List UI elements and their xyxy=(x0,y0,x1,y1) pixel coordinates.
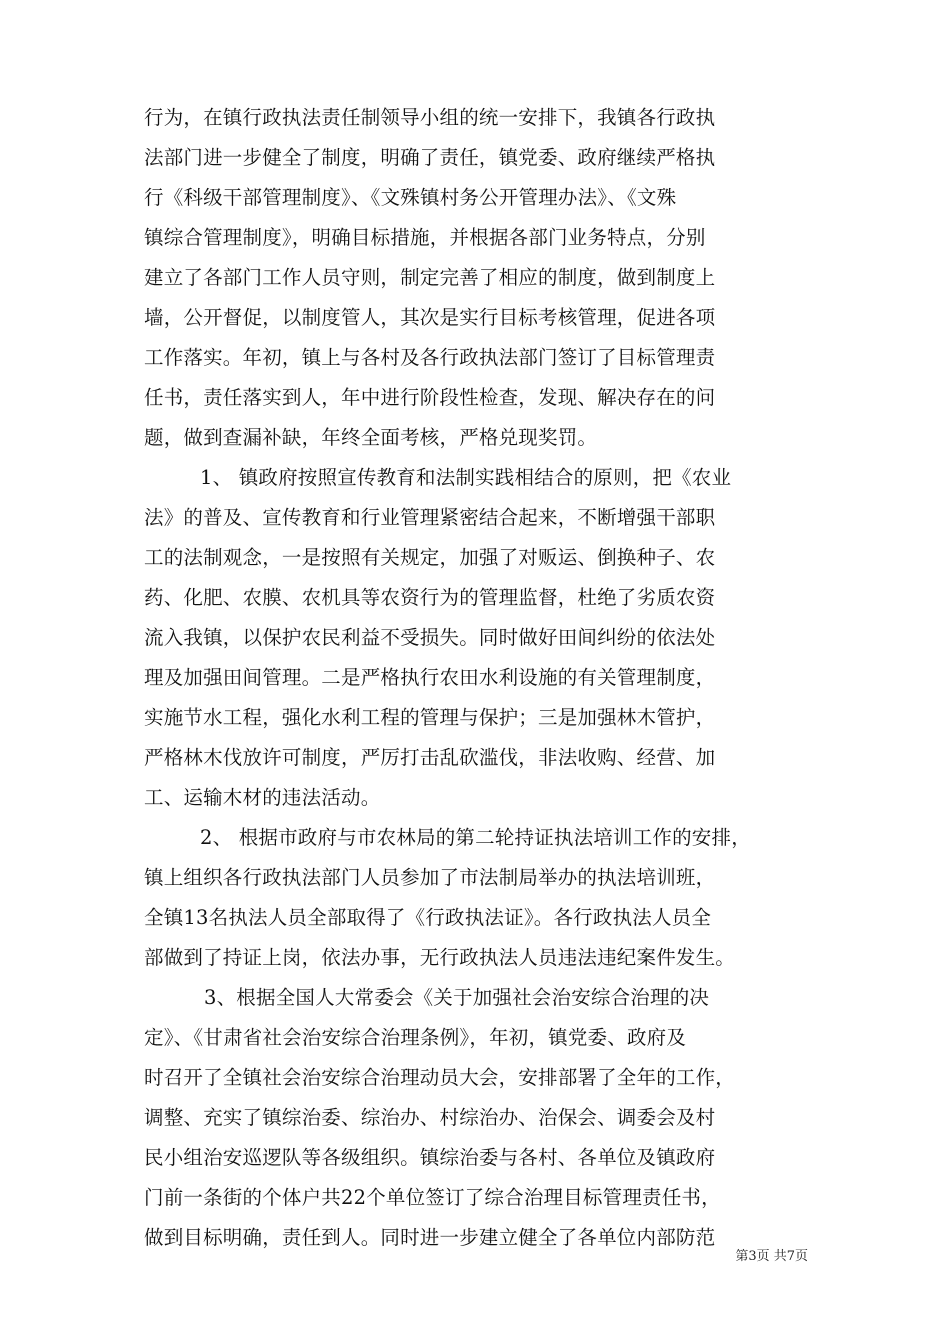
text-line: 法》的普及、宣传教育和行业管理紧密结合起来，不断增强干部职 xyxy=(144,506,716,529)
text-line: 建立了各部门工作人员守则，制定完善了相应的制度，做到制度上 xyxy=(144,266,716,289)
text-line: 工的法制观念，一是按照有关规定，加强了对贩运、倒换种子、农 xyxy=(144,546,716,569)
text-line: 2、 根据市政府与市农林局的第二轮持证执法培训工作的安排， xyxy=(200,826,751,849)
text-line: 门前一条街的个体户共22个单位签订了综合治理目标管理责任书， xyxy=(144,1186,721,1209)
text-line: 部做到了持证上岗，依法办事，无行政执法人员违法违纪案件发生。 xyxy=(144,946,736,969)
text-line: 定》、《甘肃省社会治安综合治理条例》，年初，镇党委、政府及 xyxy=(144,1026,687,1049)
text-line: 全镇13名执法人员全部取得了《行政执法证》。各行政执法人员全 xyxy=(144,906,712,929)
text-line: 任书，责任落实到人，年中进行阶段性检查，发现、解决存在的问 xyxy=(144,386,716,409)
text-line: 3、根据全国人大常委会《关于加强社会治安综合治理的决 xyxy=(204,986,710,1009)
text-line: 药、化肥、农膜、农机具等农资行为的管理监督，杜绝了劣质农资 xyxy=(144,586,716,609)
text-line: 理及加强田间管理。二是严格执行农田水利设施的有关管理制度， xyxy=(144,666,716,689)
text-line: 实施节水工程，强化水利工程的管理与保护；三是加强林木管护， xyxy=(144,706,716,729)
text-line: 工、运输木材的违法活动。 xyxy=(144,786,381,809)
text-line: 墙，公开督促，以制度管人，其次是实行目标考核管理，促进各项 xyxy=(144,306,716,329)
page-number: 第3页 共7页 xyxy=(735,1249,808,1264)
text-line: 调整、充实了镇综治委、综治办、村综治办、治保会、调委会及村 xyxy=(144,1106,716,1129)
text-line: 时召开了全镇社会治安综合治理动员大会，安排部署了全年的工作， xyxy=(144,1066,736,1089)
text-line: 工作落实。年初，镇上与各村及各行政执法部门签订了目标管理责 xyxy=(144,346,716,369)
text-line: 镇综合管理制度》，明确目标措施，并根据各部门业务特点，分别 xyxy=(144,226,706,249)
text-line: 题，做到查漏补缺，年终全面考核，严格兑现奖罚。 xyxy=(144,426,598,449)
paragraph-1 xyxy=(144,98,809,458)
document-body xyxy=(144,98,809,1258)
paragraph-3 xyxy=(144,818,809,978)
text-line: 法部门进一步健全了制度，明确了责任，镇党委、政府继续严格执 xyxy=(144,146,716,169)
text-line: 民小组治安巡逻队等各级组织。镇综治委与各村、各单位及镇政府 xyxy=(144,1146,716,1169)
text-line: 流入我镇，以保护农民利益不受损失。同时做好田间纠纷的依法处 xyxy=(144,626,716,649)
text-line: 行为，在镇行政执法责任制领导小组的统一安排下，我镇各行政执 xyxy=(144,106,716,129)
text-line: 1、 镇政府按照宣传教育和法制实践相结合的原则，把《农业 xyxy=(200,466,732,489)
text-line: 严格林木伐放许可制度，严厉打击乱砍滥伐，非法收购、经营、加 xyxy=(144,746,716,769)
text-line: 做到目标明确，责任到人。同时进一步建立健全了各单位内部防范 xyxy=(144,1226,716,1249)
text-line: 行《科级干部管理制度》、《文殊镇村务公开管理办法》、《文殊 xyxy=(144,186,677,209)
paragraph-2 xyxy=(144,458,809,818)
text-line: 镇上组织各行政执法部门人员参加了市法制局举办的执法培训班， xyxy=(144,866,716,889)
paragraph-4 xyxy=(144,978,809,1258)
